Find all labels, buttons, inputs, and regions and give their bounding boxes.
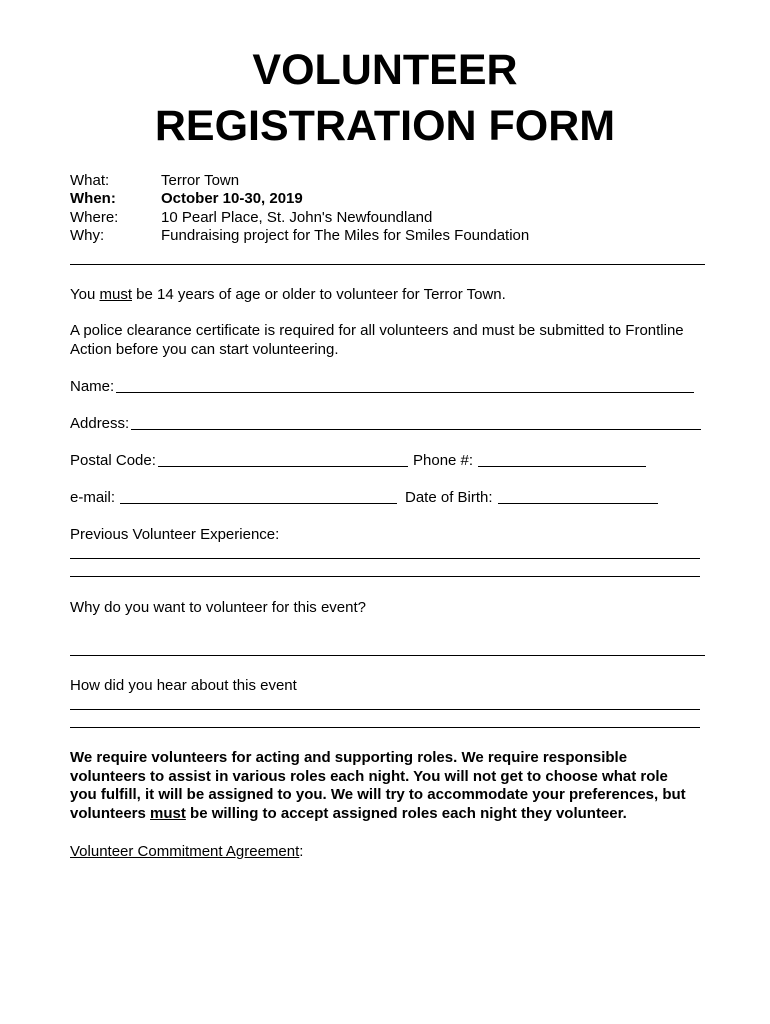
email-field[interactable] (70, 488, 400, 507)
dob-label: Date of Birth: (405, 489, 493, 506)
experience-label: Previous Volunteer Experience: (70, 526, 280, 543)
age-requirement (70, 285, 506, 304)
info-label: Where: (70, 209, 119, 226)
address-field[interactable] (70, 414, 705, 433)
roles-line-2: volunteers to assist in various roles each night. You will not get to choose what role (70, 767, 668, 785)
info-label: What: (70, 172, 110, 189)
commitment-heading (70, 842, 303, 861)
phone-blank-line[interactable] (478, 466, 646, 467)
police-note-line1: A police clearance certificate is required for all volunteers and must be submitted to Frontline (70, 322, 684, 339)
postal-code-label: Postal Code: (70, 452, 156, 469)
age-requirement-before: You (70, 286, 100, 303)
roles-line-4 (70, 805, 710, 824)
age-requirement-after: be 14 years of age or older to volunteer for Terror Town. (132, 286, 506, 303)
hear-about-blank-line-2[interactable] (70, 727, 700, 728)
email-blank-line[interactable] (120, 503, 397, 504)
dob-field[interactable] (405, 488, 665, 507)
commitment-colon: : (299, 843, 304, 860)
roles-line-4-before: volunteers (70, 804, 151, 822)
name-blank-line[interactable] (116, 392, 694, 393)
name-field[interactable] (70, 377, 700, 396)
roles-line-1: We require volunteers for acting and supporting roles. We require responsible (70, 749, 628, 766)
info-value: Terror Town (161, 172, 240, 189)
commitment-label: Volunteer Commitment Agreement (70, 843, 300, 860)
section-divider (70, 264, 705, 265)
email-label: e-mail: (70, 489, 116, 506)
roles-line-4-emphasis: must (150, 804, 186, 822)
experience-blank-line-1[interactable] (70, 558, 700, 559)
dob-blank-line[interactable] (498, 503, 658, 504)
hear-about-blank-line-1[interactable] (70, 709, 700, 710)
postal-code-field[interactable] (70, 451, 410, 470)
roles-line-3: you fulfill, it will be assigned to you. We will try to accommodate your preferences, but (70, 786, 686, 803)
why-volunteer-label: Why do you want to volunteer for this event? (70, 599, 366, 616)
address-blank-line[interactable] (131, 429, 701, 430)
info-label: When: (70, 190, 116, 207)
name-label: Name: (70, 378, 115, 395)
police-note-line2: Action before you can start volunteering. (70, 341, 339, 358)
experience-blank-line-2[interactable] (70, 576, 700, 577)
roles-line-4-after: be willing to accept assigned roles each night they volunteer. (185, 804, 627, 822)
roles-paragraph (70, 749, 710, 823)
hear-about-label: How did you hear about this event (70, 677, 297, 694)
address-label: Address: (70, 415, 130, 432)
phone-field[interactable] (413, 451, 653, 470)
info-label: Why: (70, 227, 105, 244)
info-value: 10 Pearl Place, St. John's Newfoundland (161, 209, 433, 226)
info-value: Fundraising project for The Miles for Smiles Foundation (161, 227, 530, 244)
age-requirement-emphasis: must (99, 286, 132, 303)
info-value: October 10-30, 2019 (161, 190, 303, 207)
phone-label: Phone #: (413, 452, 474, 469)
form-title-line2: REGISTRATION FORM (154, 102, 616, 150)
why-volunteer-blank-line[interactable] (70, 655, 705, 656)
form-title-line1: VOLUNTEER (252, 46, 518, 94)
postal-code-blank-line[interactable] (158, 466, 408, 467)
